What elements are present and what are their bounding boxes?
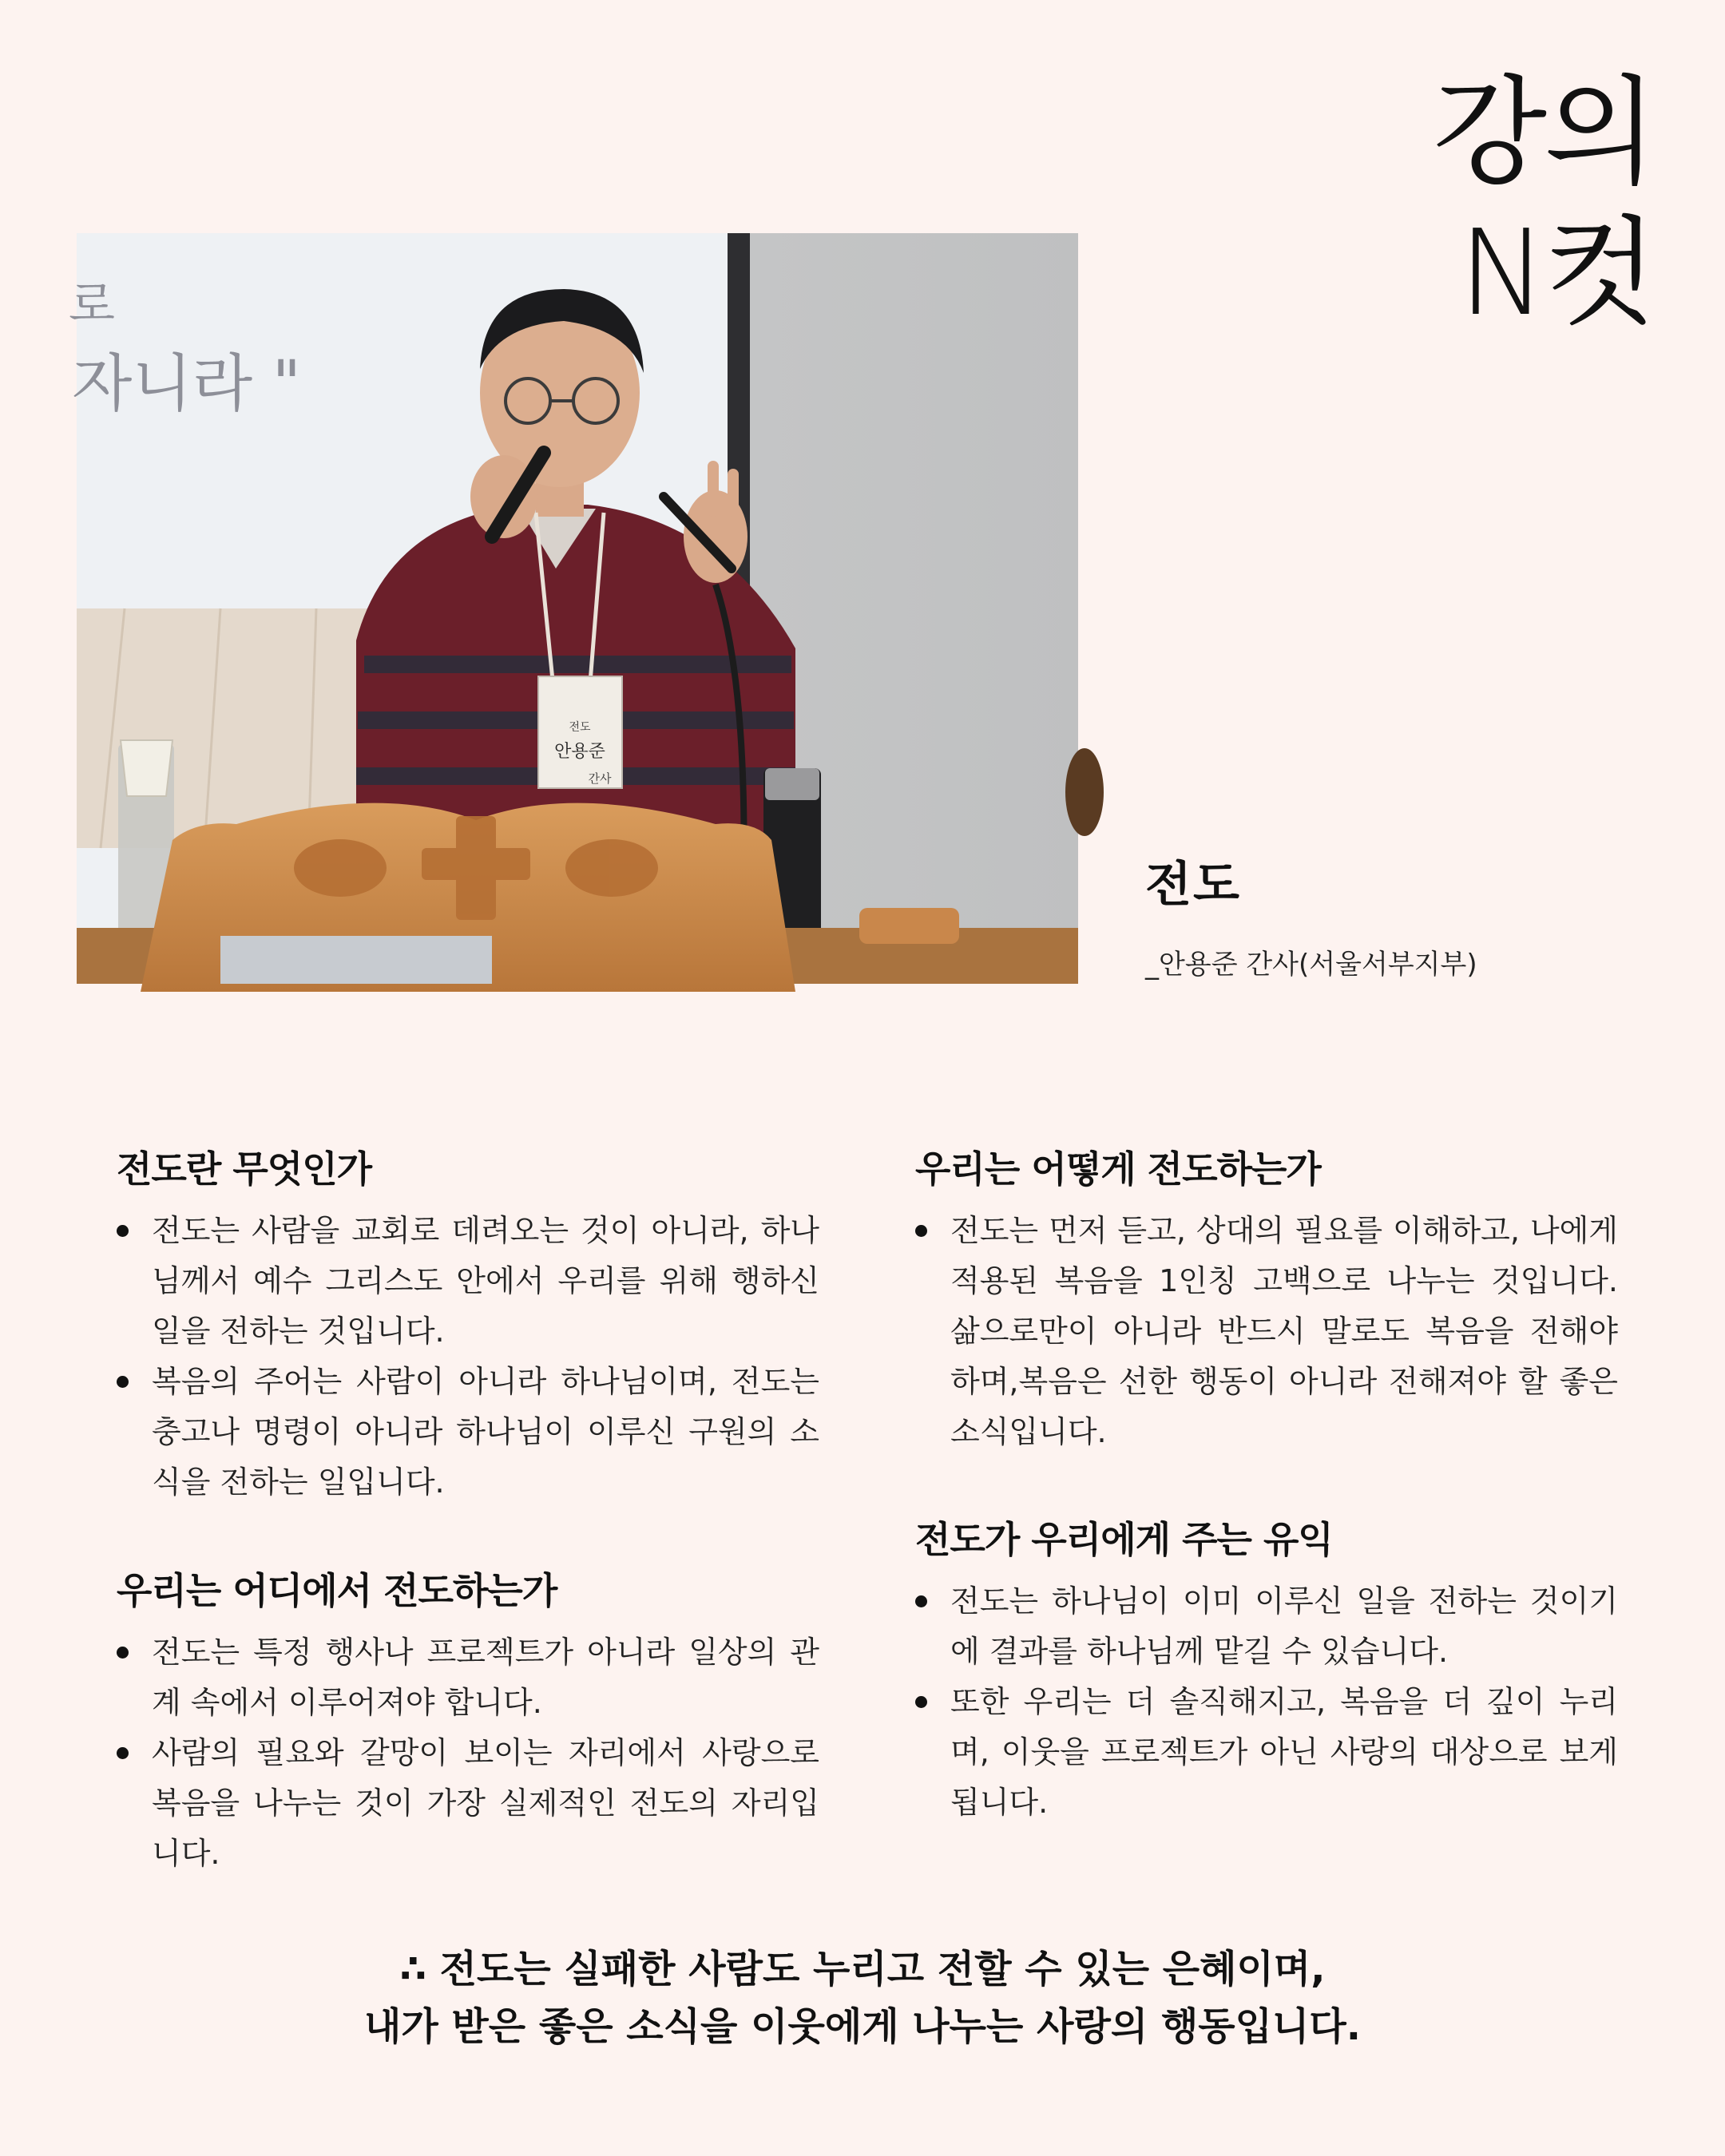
bullet-icon bbox=[915, 1696, 927, 1708]
list-item-text: 전도는 하나님이 이미 이루신 일을 전하는 것이기에 결과를 하나님께 맡길 수 있습니다. bbox=[950, 1583, 1618, 1669]
list-item bbox=[915, 1206, 1618, 1457]
screen-text-2: 자니라 " bbox=[72, 348, 301, 420]
lecture-title: 전도 bbox=[1145, 857, 1241, 913]
bullet-icon bbox=[117, 1747, 129, 1759]
section-heading: 우리는 어디에서 전도하는가 bbox=[117, 1569, 557, 1612]
speaker-credit: _안용준 간사(서울서부지부) bbox=[1145, 949, 1477, 981]
section-how-evangelize bbox=[915, 1143, 1618, 1457]
screen-text-1: 로 bbox=[69, 277, 115, 333]
bullet-icon bbox=[915, 1595, 927, 1607]
list-item bbox=[915, 1677, 1618, 1828]
bullet-icon bbox=[915, 1225, 927, 1237]
list-item-text: 복음의 주어는 사람이 아니라 하나님이며, 전도는 충고나 명령이 아니라 하나님이 이루신 구원의 소식을 전하는 일입니다. bbox=[152, 1364, 819, 1500]
list-item-text: 전도는 먼저 듣고, 상대의 필요를 이해하고, 나에게 적용된 복음을 1인칭 고백으로 나누는 것입니다. 삶으로만이 아니라 반드시 말로도 복음을 전해야 하며,복음은 선한 행동이 아니라 전해져야 할 좋은 소식입니다. bbox=[950, 1213, 1618, 1449]
bullet-icon bbox=[117, 1647, 129, 1659]
brand-line-1: 강의 bbox=[1433, 64, 1655, 201]
section-heading: 전도가 우리에게 주는 유익 bbox=[915, 1518, 1333, 1561]
badge-name: 안용준 bbox=[554, 742, 605, 762]
section-what-is-evangelism bbox=[117, 1143, 819, 1508]
list-item-text: 전도는 특정 행사나 프로젝트가 아니라 일상의 관계 속에서 이루어져야 합니다. bbox=[152, 1635, 819, 1720]
section-benefits bbox=[915, 1514, 1618, 1828]
brand-line-2: N컷 bbox=[1458, 204, 1655, 342]
brand-logo bbox=[1415, 62, 1655, 343]
bullet-icon bbox=[117, 1225, 129, 1237]
bullet-list bbox=[915, 1576, 1618, 1828]
bullet-list bbox=[117, 1206, 819, 1508]
section-heading: 전도란 무엇인가 bbox=[117, 1147, 372, 1191]
conclusion-line-1: ∴ 전도는 실패한 사람도 누리고 전할 수 있는 은혜이며, bbox=[399, 1947, 1326, 1992]
bullet-icon bbox=[117, 1376, 129, 1388]
badge-field: 전도 bbox=[569, 721, 591, 734]
bullet-list bbox=[915, 1206, 1618, 1457]
list-item bbox=[117, 1357, 819, 1508]
list-item bbox=[117, 1206, 819, 1357]
conclusion bbox=[0, 1940, 1725, 2055]
badge-role: 간사 bbox=[588, 771, 612, 786]
list-item-text: 전도는 사람을 교회로 데려오는 것이 아니라, 하나님께서 예수 그리스도 안에서 우리를 위해 행하신 일을 전하는 것입니다. bbox=[152, 1213, 819, 1349]
list-item bbox=[915, 1576, 1618, 1677]
section-where-evangelize bbox=[117, 1565, 819, 1879]
list-item-text: 사람의 필요와 갈망이 보이는 자리에서 사랑으로 복음을 나누는 것이 가장 실제적인 전도의 자리입니다. bbox=[152, 1735, 819, 1871]
list-item bbox=[117, 1627, 819, 1728]
list-item-text: 또한 우리는 더 솔직해지고, 복음을 더 깊이 누리며, 이웃을 프로젝트가 아닌 사랑의 대상으로 보게 됩니다. bbox=[950, 1684, 1618, 1820]
section-heading: 우리는 어떻게 전도하는가 bbox=[915, 1147, 1321, 1191]
conclusion-line-2: 내가 받은 좋은 소식을 이웃에게 나누는 사랑의 행동입니다. bbox=[363, 2004, 1362, 2049]
bullet-list bbox=[117, 1627, 819, 1879]
lecture-photo bbox=[69, 233, 1078, 984]
list-item bbox=[117, 1728, 819, 1879]
